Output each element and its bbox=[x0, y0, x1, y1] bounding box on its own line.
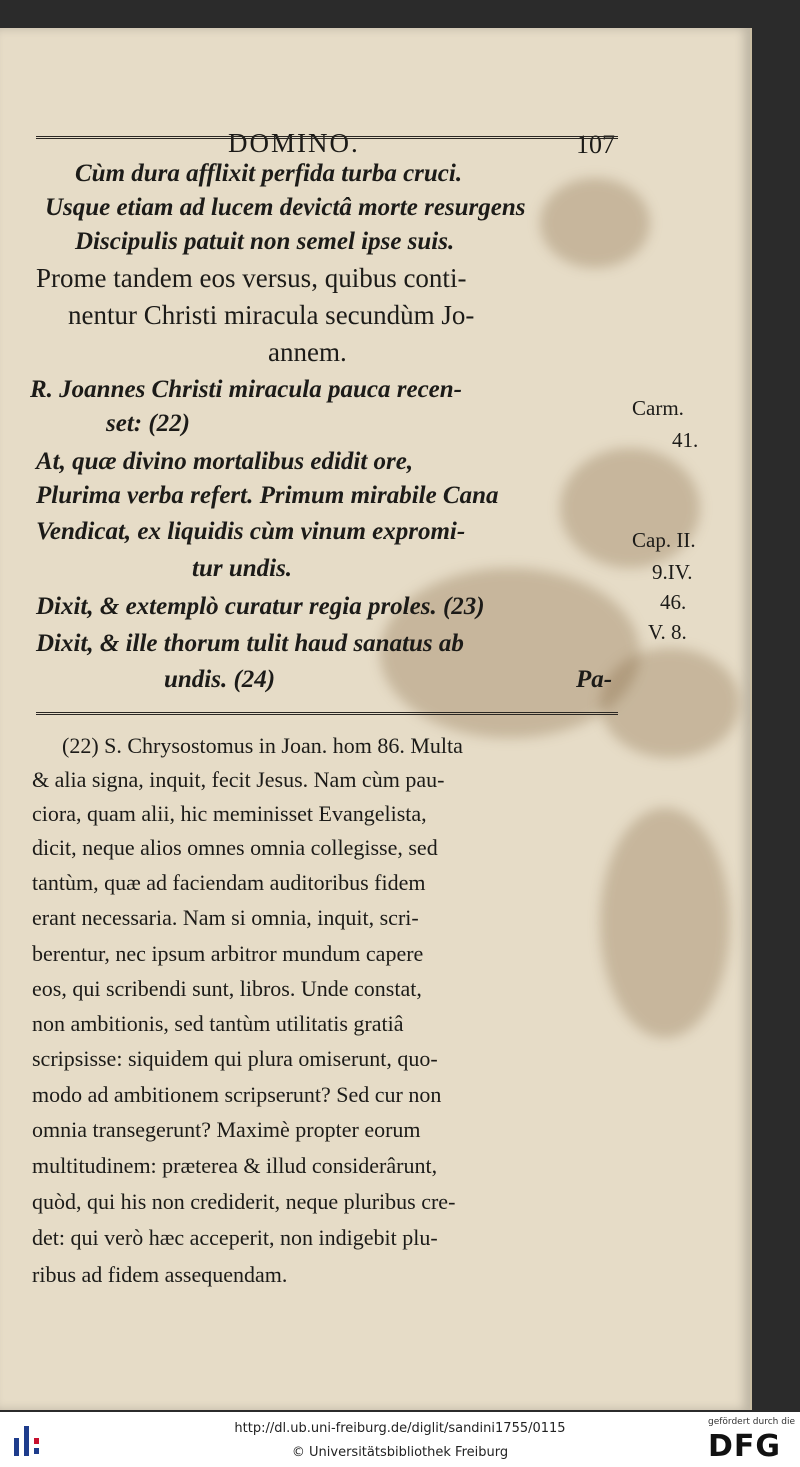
margin-note: Cap. II. bbox=[632, 528, 696, 552]
question-line: Prome tandem eos versus, quibus conti- bbox=[36, 263, 467, 293]
footnote-line: dicit, neque alios omnes omnia collegisse, sed bbox=[32, 835, 438, 860]
footnote-line: non ambitionis, sed tantùm utilitatis gratiâ bbox=[32, 1011, 404, 1036]
answer-line: Dixit, & extemplò curatur regia proles. (23) bbox=[36, 593, 485, 620]
funding-label: gefördert durch die bbox=[708, 1417, 795, 1427]
permalink-url[interactable]: http://dl.ub.uni-freiburg.de/diglit/sandini1755/0115 bbox=[234, 1421, 566, 1436]
footnote-line: det: qui verò hæc acceperit, non indigebit plu- bbox=[32, 1225, 438, 1250]
footnote-line: scripsisse: siquidem qui plura omiserunt, quo- bbox=[32, 1046, 438, 1071]
margin-note: 41. bbox=[672, 428, 699, 452]
margin-note: 46. bbox=[660, 590, 687, 614]
answer-line: set: (22) bbox=[106, 410, 190, 437]
footnote-line: omnia transegerunt? Maximè propter eorum bbox=[32, 1117, 421, 1142]
answer-line: Plurima verba refert. Primum mirabile Cana bbox=[36, 482, 499, 509]
margin-note: 9.IV. bbox=[652, 560, 693, 584]
answer-line: undis. (24) bbox=[164, 666, 276, 693]
answer-line: R. Joannes Christi miracula pauca recen- bbox=[30, 376, 462, 403]
stain bbox=[540, 178, 650, 268]
question-line: nentur Christi miracula secundùm Jo- bbox=[68, 300, 475, 330]
footnote-line: ciora, quam alii, hic meminisset Evangelista, bbox=[32, 801, 427, 826]
footnote-line: eos, qui scribendi sunt, libros. Unde constat, bbox=[32, 976, 422, 1001]
footnote-line: modo ad ambitionem scripserunt? Sed cur non bbox=[32, 1082, 442, 1107]
footnote-rule bbox=[36, 712, 618, 715]
answer-line: At, quæ divino mortalibus edidit ore, bbox=[36, 448, 414, 475]
stain bbox=[600, 648, 740, 758]
dfg-logo: DFG bbox=[708, 1429, 782, 1464]
stain bbox=[600, 808, 730, 1038]
catchword: Pa- bbox=[576, 666, 613, 693]
question-line: annem. bbox=[268, 337, 347, 367]
footnote-line: multitudinem: præterea & illud considerârunt, bbox=[32, 1153, 438, 1178]
header-rule bbox=[36, 136, 618, 139]
verse-line: Discipulis patuit non semel ipse suis. bbox=[75, 228, 455, 255]
page-header bbox=[0, 128, 750, 160]
viewer-footer bbox=[0, 1412, 800, 1467]
footnote-line: quòd, qui his non crediderit, neque pluribus cre- bbox=[32, 1189, 456, 1214]
answer-line: Dixit, & ille thorum tulit haud sanatus ab bbox=[36, 630, 464, 657]
running-head: DOMINO. bbox=[228, 128, 360, 158]
page-number: 107 bbox=[576, 130, 615, 159]
copyright-notice: © Universitätsbibliothek Freiburg bbox=[291, 1445, 509, 1460]
footnote-line: tantùm, quæ ad faciendam auditoribus fidem bbox=[32, 870, 426, 895]
answer-line: tur undis. bbox=[192, 555, 293, 582]
footnote-line: erant necessaria. Nam si omnia, inquit, scri- bbox=[32, 905, 419, 930]
footnote-line: & alia signa, inquit, fecit Jesus. Nam cùm pau- bbox=[32, 767, 445, 792]
margin-note: Carm. bbox=[632, 396, 684, 420]
margin-note: V. 8. bbox=[648, 620, 687, 644]
verse-line: Cùm dura afflixit perfida turba cruci. bbox=[75, 160, 463, 187]
footnote-line: ribus ad fidem assequendam. bbox=[32, 1262, 288, 1287]
footnote-line: (22) S. Chrysostomus in Joan. hom 86. Multa bbox=[62, 733, 463, 758]
footnote-line: berentur, nec ipsum arbitror mundum capere bbox=[32, 941, 424, 966]
verse-line: Usque etiam ad lucem devictâ morte resurgens bbox=[45, 194, 526, 221]
answer-line: Vendicat, ex liquidis cùm vinum expromi- bbox=[36, 518, 466, 545]
